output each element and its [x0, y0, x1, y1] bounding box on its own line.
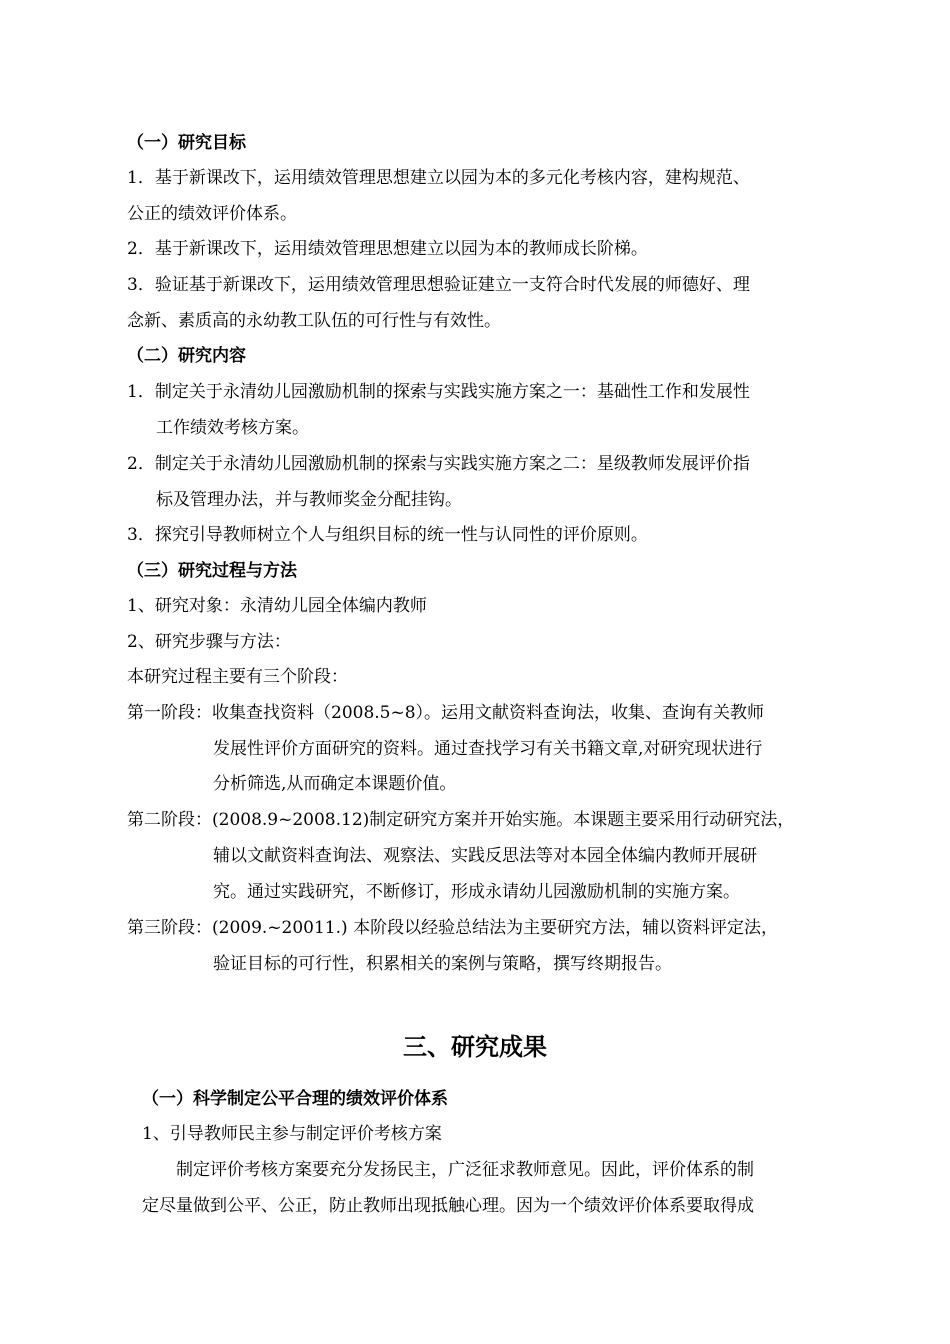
- content-1-line-1: 1．制定关于永清幼儿园激励机制的探索与实践实施方案之一：基础性工作和发展性: [127, 382, 750, 402]
- stage-1-line-2: 发展性评价方面研究的资料。通过查找学习有关书籍文章,对研究现状进行: [213, 739, 763, 759]
- stage-3-line-1: 第三阶段：(2009.~20011.) 本阶段以经验总结法为主要研究方法，辅以资料评定法，: [127, 918, 779, 938]
- stage-2-line-2: 辅以文献资料查询法、观察法、实践反思法等对本园全体编内教师开展研: [213, 846, 757, 866]
- stage-1-line-1: 第一阶段：收集查找资料（2008.5~8）。运用文献资料查询法，收集、查询有关教师: [127, 703, 765, 723]
- method-steps: 2、研究步骤与方法：: [127, 632, 291, 652]
- method-subjects: 1、研究对象：永清幼儿园全体编内教师: [127, 596, 427, 616]
- content-3: 3．探究引导教师树立个人与组织目标的统一性与认同性的评价原则。: [127, 525, 648, 545]
- stage-1-line-3: 分析筛选,从而确定本课题价值。: [213, 774, 457, 794]
- goal-3-line-1: 3．验证基于新课改下，运用绩效管理思想验证建立一支符合时代发展的师德好、理: [127, 275, 750, 295]
- subheading-democratic-participation: 1、引导教师民主参与制定评价考核方案: [142, 1124, 442, 1144]
- stage-2-line-1: 第二阶段：(2008.9~2008.12)制定研究方案并开始实施。本课题主要采用行动研究法，: [127, 810, 795, 830]
- content-2-line-1: 2．制定关于永清幼儿园激励机制的探索与实践实施方案之二：星级教师发展评价指: [127, 454, 750, 474]
- heading-research-content: （二）研究内容: [127, 346, 246, 366]
- goal-1-line-2: 公正的绩效评价体系。: [127, 204, 297, 224]
- method-intro: 本研究过程主要有三个阶段：: [127, 667, 348, 687]
- content-1-line-2: 工作绩效考核方案。: [156, 418, 309, 438]
- goal-1-line-1: 1．基于新课改下，运用绩效管理思想建立以园为本的多元化考核内容，建构规范、: [127, 168, 750, 188]
- heading-research-goals: （一）研究目标: [127, 133, 246, 153]
- paragraph-line-2: 定尽量做到公平、公正，防止教师出现抵触心理。因为一个绩效评价体系要取得成: [142, 1196, 754, 1216]
- goal-3-line-2: 念新、素质高的永幼教工队伍的可行性与有效性。: [127, 311, 501, 331]
- goal-2: 2．基于新课改下，运用绩效管理思想建立以园为本的教师成长阶梯。: [127, 239, 648, 259]
- section-title-results: 三、研究成果: [403, 1033, 547, 1061]
- paragraph-line-1: 制定评价考核方案要充分发扬民主，广泛征求教师意见。因此，评价体系的制: [176, 1160, 754, 1180]
- stage-2-line-3: 究。通过实践研究，不断修订，形成永请幼儿园激励机制的实施方案。: [213, 882, 740, 902]
- heading-research-process: （三）研究过程与方法: [127, 561, 297, 581]
- content-2-line-2: 标及管理办法，并与教师奖金分配挂钩。: [156, 490, 462, 510]
- stage-3-line-2: 验证目标的可行性，积累相关的案例与策略，撰写终期报告。: [213, 954, 672, 974]
- heading-evaluation-system: （一）科学制定公平合理的绩效评价体系: [142, 1089, 448, 1109]
